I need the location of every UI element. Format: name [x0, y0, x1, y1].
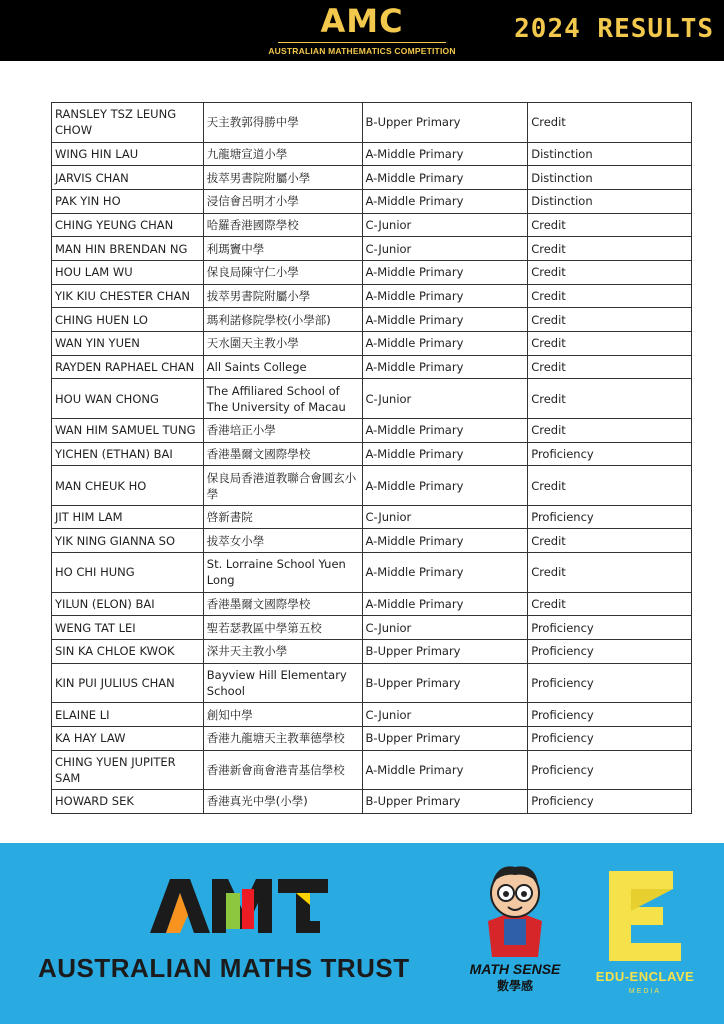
table-row [52, 213, 692, 237]
table-row [52, 103, 692, 143]
award-cell: Proficiency [528, 790, 692, 814]
table-row [52, 166, 692, 190]
sponsor-footer [0, 843, 724, 1024]
award-cell: Credit [528, 529, 692, 553]
student-name-cell: WAN YIN YUEN [52, 332, 204, 356]
table-row [52, 592, 692, 616]
division-cell: A-Middle Primary [362, 308, 528, 332]
award-cell: Proficiency [528, 703, 692, 727]
results-table [51, 102, 692, 814]
student-name-cell: HOU WAN CHONG [52, 379, 204, 419]
division-cell: A-Middle Primary [362, 142, 528, 166]
school-cell: 拔萃男書院附屬小學 [203, 284, 362, 308]
table-row [52, 308, 692, 332]
school-cell: 聖若瑟教區中學第五校 [203, 616, 362, 640]
award-cell: Proficiency [528, 616, 692, 640]
division-cell: C-Junior [362, 213, 528, 237]
award-cell: Credit [528, 332, 692, 356]
school-cell: 香港墨爾文國際學校 [203, 592, 362, 616]
math-sense-label: MATH SENSE [469, 961, 561, 977]
division-cell: C-Junior [362, 616, 528, 640]
school-cell: 香港墨爾文國際學校 [203, 442, 362, 466]
division-cell: A-Middle Primary [362, 189, 528, 213]
table-row [52, 750, 692, 790]
division-cell: C-Junior [362, 505, 528, 529]
division-cell: A-Middle Primary [362, 284, 528, 308]
student-name-cell: ELAINE LI [52, 703, 204, 727]
award-cell: Credit [528, 260, 692, 284]
division-cell: A-Middle Primary [362, 529, 528, 553]
table-row [52, 260, 692, 284]
division-cell: B-Upper Primary [362, 640, 528, 664]
division-cell: B-Upper Primary [362, 726, 528, 750]
school-cell: 天水圍天主教小學 [203, 332, 362, 356]
edu-enclave-logo-icon [603, 871, 687, 961]
award-cell: Credit [528, 379, 692, 419]
award-cell: Proficiency [528, 750, 692, 790]
school-cell: 拔萃男書院附屬小學 [203, 166, 362, 190]
table-row [52, 284, 692, 308]
school-cell: 香港真光中學(小學) [203, 790, 362, 814]
amc-subtitle: AUSTRALIAN MATHEMATICS COMPETITION [268, 46, 456, 56]
award-cell: Credit [528, 213, 692, 237]
table-row [52, 355, 692, 379]
school-cell: 創知中學 [203, 703, 362, 727]
award-cell: Credit [528, 466, 692, 506]
division-cell: A-Middle Primary [362, 418, 528, 442]
school-cell: 香港新會商會港青基信學校 [203, 750, 362, 790]
award-cell: Proficiency [528, 663, 692, 703]
math-sense-chinese: 數學感 [496, 979, 533, 993]
math-sense-mascot-icon [478, 861, 552, 957]
school-cell: 香港培正小學 [203, 418, 362, 442]
edu-enclave-media: MEDIA [628, 988, 662, 995]
school-cell: 保良局陳守仁小學 [203, 260, 362, 284]
edu-enclave-label: EDU-ENCLAVE [595, 969, 695, 984]
division-cell: A-Middle Primary [362, 442, 528, 466]
award-cell: Credit [528, 103, 692, 143]
division-cell: A-Middle Primary [362, 750, 528, 790]
amt-name: AUSTRALIAN MATHS TRUST [38, 953, 410, 983]
school-cell: 拔萃女小學 [203, 529, 362, 553]
table-row [52, 726, 692, 750]
student-name-cell: YIK KIU CHESTER CHAN [52, 284, 204, 308]
division-cell: A-Middle Primary [362, 332, 528, 356]
division-cell: A-Middle Primary [362, 166, 528, 190]
student-name-cell: CHING YEUNG CHAN [52, 213, 204, 237]
school-cell: All Saints College [203, 355, 362, 379]
school-cell: 深井天主教小學 [203, 640, 362, 664]
division-cell: B-Upper Primary [362, 790, 528, 814]
division-cell: C-Junior [362, 379, 528, 419]
school-cell: The Affiliared School of The University of Macau [203, 379, 362, 419]
page-header [0, 0, 724, 61]
table-row [52, 663, 692, 703]
table-row [52, 553, 692, 593]
table-row [52, 189, 692, 213]
award-cell: Credit [528, 592, 692, 616]
division-cell: B-Upper Primary [362, 103, 528, 143]
school-cell: Bayview Hill Elementary School [203, 663, 362, 703]
student-name-cell: RANSLEY TSZ LEUNG CHOW [52, 103, 204, 143]
division-cell: A-Middle Primary [362, 592, 528, 616]
table-row [52, 703, 692, 727]
table-row [52, 790, 692, 814]
award-cell: Credit [528, 237, 692, 261]
school-cell: 保良局香港道教聯合會圓玄小學 [203, 466, 362, 506]
table-row [52, 466, 692, 506]
school-cell: 九龍塘宣道小學 [203, 142, 362, 166]
division-cell: B-Upper Primary [362, 663, 528, 703]
student-name-cell: PAK YIN HO [52, 189, 204, 213]
award-cell: Credit [528, 284, 692, 308]
award-cell: Credit [528, 553, 692, 593]
student-name-cell: HO CHI HUNG [52, 553, 204, 593]
award-cell: Distinction [528, 166, 692, 190]
student-name-cell: MAN CHEUK HO [52, 466, 204, 506]
school-cell: 啓新書院 [203, 505, 362, 529]
student-name-cell: CHING HUEN LO [52, 308, 204, 332]
table-row [52, 529, 692, 553]
student-name-cell: JIT HIM LAM [52, 505, 204, 529]
student-name-cell: WAN HIM SAMUEL TUNG [52, 418, 204, 442]
award-cell: Proficiency [528, 442, 692, 466]
table-row [52, 418, 692, 442]
award-cell: Distinction [528, 189, 692, 213]
school-cell: 天主教郭得勝中學 [203, 103, 362, 143]
school-cell: 香港九龍塘天主教華德學校 [203, 726, 362, 750]
division-cell: A-Middle Primary [362, 355, 528, 379]
student-name-cell: SIN KA CHLOE KWOK [52, 640, 204, 664]
school-cell: 利瑪竇中學 [203, 237, 362, 261]
division-cell: A-Middle Primary [362, 466, 528, 506]
division-cell: C-Junior [362, 237, 528, 261]
division-cell: A-Middle Primary [362, 260, 528, 284]
school-cell: 瑪利諾修院學校(小學部) [203, 308, 362, 332]
school-cell: 哈羅香港國際學校 [203, 213, 362, 237]
award-cell: Proficiency [528, 726, 692, 750]
award-cell: Credit [528, 308, 692, 332]
student-name-cell: YILUN (ELON) BAI [52, 592, 204, 616]
student-name-cell: YIK NING GIANNA SO [52, 529, 204, 553]
award-cell: Distinction [528, 142, 692, 166]
student-name-cell: MAN HIN BRENDAN NG [52, 237, 204, 261]
student-name-cell: RAYDEN RAPHAEL CHAN [52, 355, 204, 379]
student-name-cell: JARVIS CHAN [52, 166, 204, 190]
amc-title: AMC [320, 2, 404, 40]
table-row [52, 237, 692, 261]
table-row [52, 505, 692, 529]
results-title: 2024 RESULTS [514, 14, 714, 44]
student-name-cell: CHING YUEN JUPITER SAM [52, 750, 204, 790]
table-row [52, 142, 692, 166]
table-row [52, 616, 692, 640]
amt-logo-icon [150, 879, 330, 933]
student-name-cell: WING HIN LAU [52, 142, 204, 166]
award-cell: Credit [528, 355, 692, 379]
student-name-cell: HOWARD SEK [52, 790, 204, 814]
award-cell: Proficiency [528, 505, 692, 529]
table-row [52, 640, 692, 664]
table-row [52, 379, 692, 419]
student-name-cell: WENG TAT LEI [52, 616, 204, 640]
student-name-cell: YICHEN (ETHAN) BAI [52, 442, 204, 466]
school-cell: 浸信會呂明才小學 [203, 189, 362, 213]
table-row [52, 332, 692, 356]
division-cell: A-Middle Primary [362, 553, 528, 593]
student-name-cell: KIN PUI JULIUS CHAN [52, 663, 204, 703]
student-name-cell: KA HAY LAW [52, 726, 204, 750]
school-cell: St. Lorraine School Yuen Long [203, 553, 362, 593]
student-name-cell: HOU LAM WU [52, 260, 204, 284]
table-row [52, 442, 692, 466]
divider [278, 42, 446, 43]
award-cell: Credit [528, 418, 692, 442]
award-cell: Proficiency [528, 640, 692, 664]
division-cell: C-Junior [362, 703, 528, 727]
